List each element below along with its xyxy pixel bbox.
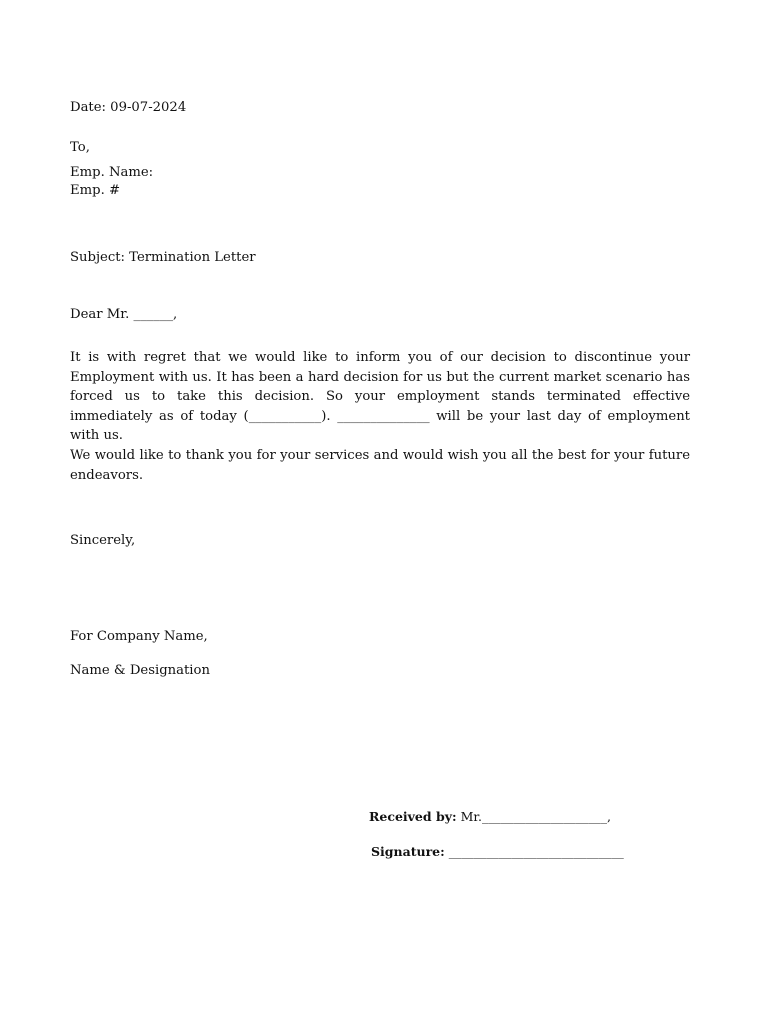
letter-salutation: Dear Mr. ______, <box>70 307 178 322</box>
letter-subject: Subject: Termination Letter <box>70 250 256 265</box>
name-designation-line: Name & Designation <box>70 663 210 678</box>
employee-name-field: Emp. Name: <box>70 165 154 180</box>
letter-closing: Sincerely, <box>70 533 136 548</box>
company-name-line: For Company Name, <box>70 629 208 644</box>
signature-line <box>371 843 624 861</box>
received-by-value: Mr.____________________, <box>460 809 611 824</box>
letter-body-paragraph-2: We would like to thank you for your services and would wish you all the best for your future endeavors. <box>70 448 690 483</box>
recipient-to: To, <box>70 140 90 155</box>
employee-number-field: Emp. # <box>70 183 121 198</box>
received-by-label: Received by: <box>369 809 457 824</box>
received-by-line <box>369 808 611 826</box>
signature-value: ____________________________ <box>448 844 624 859</box>
signature-label: Signature: <box>371 844 445 859</box>
letter-body-paragraph-1: It is with regret that we would like to inform you of our decision to discontinue your Employment with us. It has been a hard decision for us but the current market scenario has forced us to take this decision. So your employment stands terminated effective immediately as of today (___________). ______________ will be your last day of employment with us. <box>70 350 690 443</box>
letter-date: Date: 09-07-2024 <box>70 100 187 115</box>
